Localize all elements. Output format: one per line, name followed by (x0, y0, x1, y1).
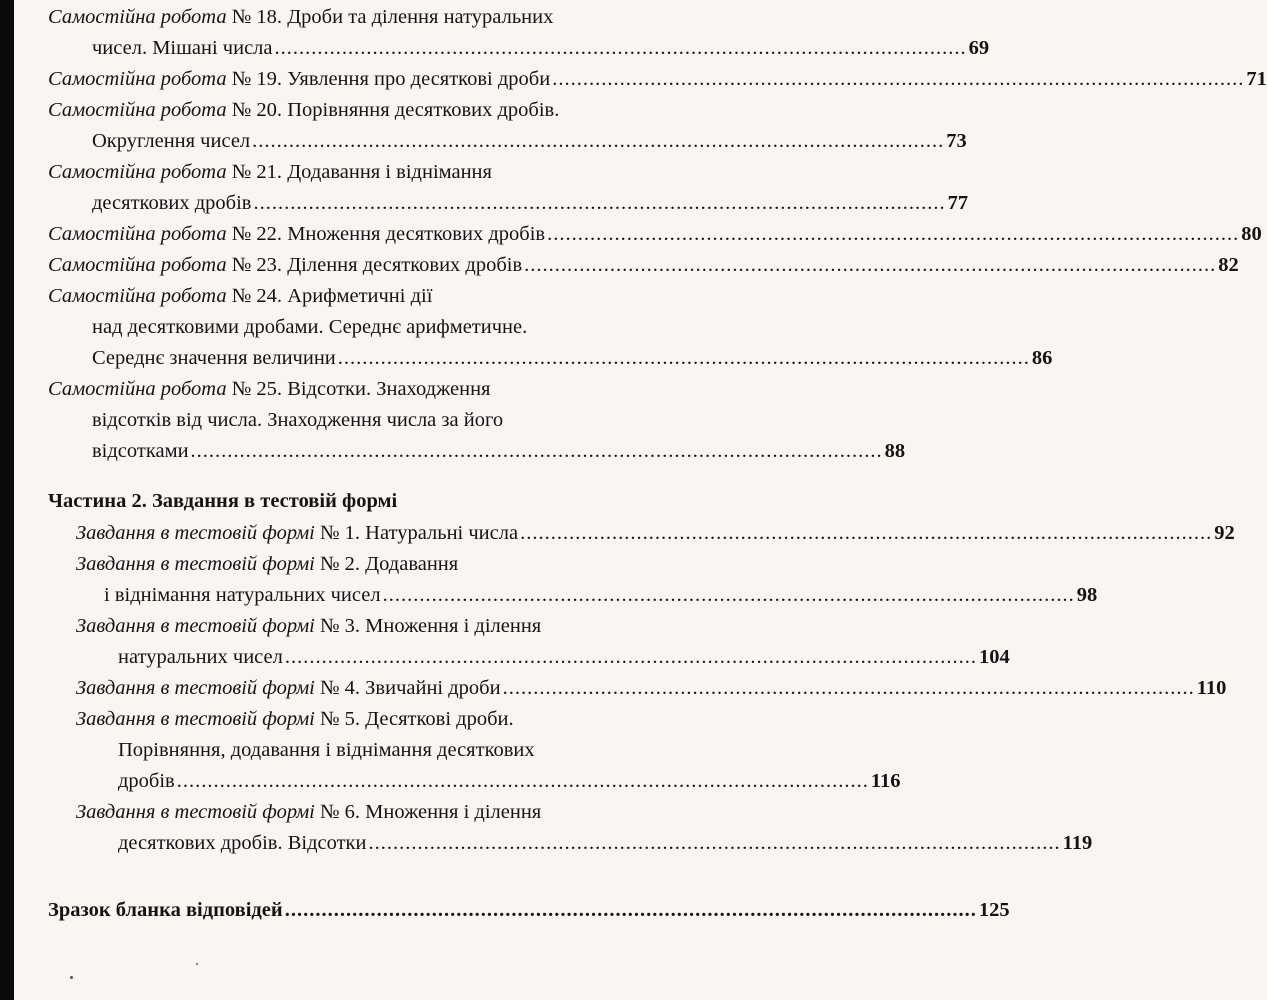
toc-entry-22[interactable] (48, 219, 1262, 249)
page-number: 119 (1062, 832, 1093, 854)
page-number: 98 (1076, 584, 1098, 606)
dot-leader: ................................................................................................................. (176, 770, 869, 792)
entry-prefix: Самостійна робота (48, 223, 227, 245)
entry-number: № 23. (231, 254, 283, 276)
toc-test-5-cont[interactable] (118, 735, 535, 765)
entry-prefix: Самостійна робота (48, 378, 227, 400)
dot-leader: ................................................................................................................. (368, 832, 1061, 854)
entry-title: Зразок бланка відповідей (48, 899, 283, 921)
entry-prefix: Завдання в тестовій формі (76, 553, 315, 575)
entry-title-cont: чисел. Мішані числа (92, 37, 273, 59)
scan-speck (70, 976, 73, 979)
toc-entry-25-cont[interactable] (92, 405, 503, 435)
entry-number: № 22. (231, 223, 283, 245)
toc-entry-24-cont[interactable] (92, 312, 527, 342)
toc-test-6[interactable] (76, 797, 541, 827)
toc-test-3[interactable] (76, 611, 541, 641)
dot-leader: ................................................................................................................. (284, 899, 977, 921)
page-number: 77 (947, 192, 969, 214)
entry-title: Натуральні числа (365, 522, 519, 544)
entry-title: Множення і ділення (365, 615, 542, 637)
entry-title-cont: відсотків від числа. Знаходження числа за його (92, 409, 504, 431)
dot-leader: ................................................................................................................. (274, 37, 967, 59)
toc-entry-21[interactable] (48, 157, 492, 187)
page-number: 92 (1214, 522, 1235, 544)
entry-prefix: Самостійна робота (48, 68, 227, 90)
entry-prefix: Самостійна робота (48, 254, 227, 276)
toc-entry-18-cont[interactable] (92, 33, 990, 63)
entry-title: Десяткові дроби. (365, 708, 514, 730)
page-number: 110 (1196, 677, 1227, 699)
entry-title-cont: над десятковими дробами. Середнє арифметичне. (92, 316, 528, 338)
entry-prefix: Завдання в тестовій формі (76, 522, 315, 544)
page-number: 125 (978, 899, 1010, 921)
entry-title-cont: десяткових дробів. Відсотки (118, 832, 367, 854)
toc-test-4[interactable] (76, 673, 1227, 703)
entry-prefix: Завдання в тестовій формі (76, 615, 315, 637)
entry-number: № 5. (319, 708, 361, 730)
page-number: 88 (884, 440, 906, 462)
entry-prefix: Завдання в тестовій формі (76, 801, 315, 823)
page-number: 86 (1031, 347, 1053, 369)
part2-heading[interactable]: Частина 2. Завдання в тестовій формі (48, 490, 398, 512)
page-number: 80 (1241, 223, 1262, 245)
dot-leader: ................................................................................................................. (284, 646, 977, 668)
entry-title: Множення і ділення (365, 801, 542, 823)
toc-test-6-cont[interactable] (118, 828, 1093, 858)
toc-test-3-cont[interactable] (118, 642, 1010, 672)
scan-speck (196, 963, 198, 965)
entry-title-cont: натуральних чисел (118, 646, 283, 668)
entry-number: № 1. (319, 522, 361, 544)
toc-entry-18[interactable] (48, 2, 553, 32)
entry-prefix: Самостійна робота (48, 161, 227, 183)
dot-leader: ................................................................................................................. (552, 68, 1245, 90)
entry-title-cont: Порівняння, додавання і віднімання десяткових (118, 739, 535, 761)
entry-number: № 19. (231, 68, 283, 90)
entry-prefix: Завдання в тестовій формі (76, 708, 315, 730)
toc-entry-20[interactable] (48, 95, 559, 125)
dot-leader: ................................................................................................................. (547, 223, 1240, 245)
entry-title: Відсотки. Знаходження (287, 378, 491, 400)
toc-entry-25[interactable] (48, 374, 490, 404)
entry-title: Порівняння десяткових дробів. (287, 99, 560, 121)
dot-leader: ................................................................................................................. (502, 677, 1195, 699)
dot-leader: ................................................................................................................. (253, 192, 946, 214)
entry-title-cont: дробів (118, 770, 175, 792)
page-number: 104 (979, 646, 1010, 668)
toc-answer-form[interactable] (48, 895, 1010, 925)
entry-title-cont: і віднімання натуральних чисел (104, 584, 381, 606)
toc-entry-24[interactable] (48, 281, 432, 311)
entry-number: № 18. (231, 6, 283, 28)
entry-number: № 3. (319, 615, 361, 637)
entry-number: № 24. (231, 285, 283, 307)
entry-prefix: Самостійна робота (48, 99, 227, 121)
toc-entry-24-cont2[interactable] (92, 343, 1053, 373)
entry-title: Арифметичні дії (287, 285, 433, 307)
dot-leader: ................................................................................................................. (382, 584, 1075, 606)
entry-title: Додавання (365, 553, 459, 575)
toc-test-2-cont[interactable] (104, 580, 1098, 610)
entry-number: № 6. (319, 801, 361, 823)
page-number: 71 (1246, 68, 1267, 90)
entry-title: Уявлення про десяткові дроби (287, 68, 551, 90)
entry-title-cont: десяткових дробів (92, 192, 252, 214)
entry-number: № 20. (231, 99, 283, 121)
entry-title: Ділення десяткових дробів (287, 254, 523, 276)
entry-number: № 21. (231, 161, 283, 183)
toc-test-1[interactable] (76, 518, 1235, 548)
dot-leader: ................................................................................................................. (520, 522, 1213, 544)
entry-prefix: Завдання в тестовій формі (76, 677, 315, 699)
page-number: 69 (968, 37, 990, 59)
toc-test-2[interactable] (76, 549, 458, 579)
toc-entry-21-cont[interactable] (92, 188, 969, 218)
entry-prefix: Самостійна робота (48, 285, 227, 307)
page-number: 82 (1218, 254, 1239, 276)
dot-leader: ................................................................................................................. (190, 440, 883, 462)
toc-entry-25-cont2[interactable] (92, 436, 906, 466)
entry-title-cont: Округлення чисел (92, 130, 251, 152)
entry-title-cont: відсотками (92, 440, 189, 462)
page-number: 73 (946, 130, 967, 152)
toc-test-5[interactable] (76, 704, 514, 734)
entry-title: Додавання і віднімання (287, 161, 492, 183)
dot-leader: ................................................................................................................. (252, 130, 945, 152)
toc-entry-23[interactable] (48, 250, 1239, 280)
dot-leader: ................................................................................................................. (337, 347, 1030, 369)
entry-number: № 2. (319, 553, 361, 575)
page-edge-shadow (0, 0, 14, 1000)
dot-leader: ................................................................................................................. (524, 254, 1217, 276)
entry-title: Звичайні дроби (365, 677, 501, 699)
entry-title: Множення десяткових дробів (287, 223, 546, 245)
toc-entry-19[interactable] (48, 64, 1267, 94)
toc-entry-20-cont[interactable] (92, 126, 967, 156)
entry-prefix: Самостійна робота (48, 6, 227, 28)
entry-title-cont: Середнє значення величини (92, 347, 336, 369)
toc-test-5-cont2[interactable] (118, 766, 901, 796)
entry-number: № 4. (319, 677, 361, 699)
entry-number: № 25. (231, 378, 283, 400)
entry-title: Дроби та ділення натуральних (287, 6, 554, 28)
page-number: 116 (870, 770, 901, 792)
